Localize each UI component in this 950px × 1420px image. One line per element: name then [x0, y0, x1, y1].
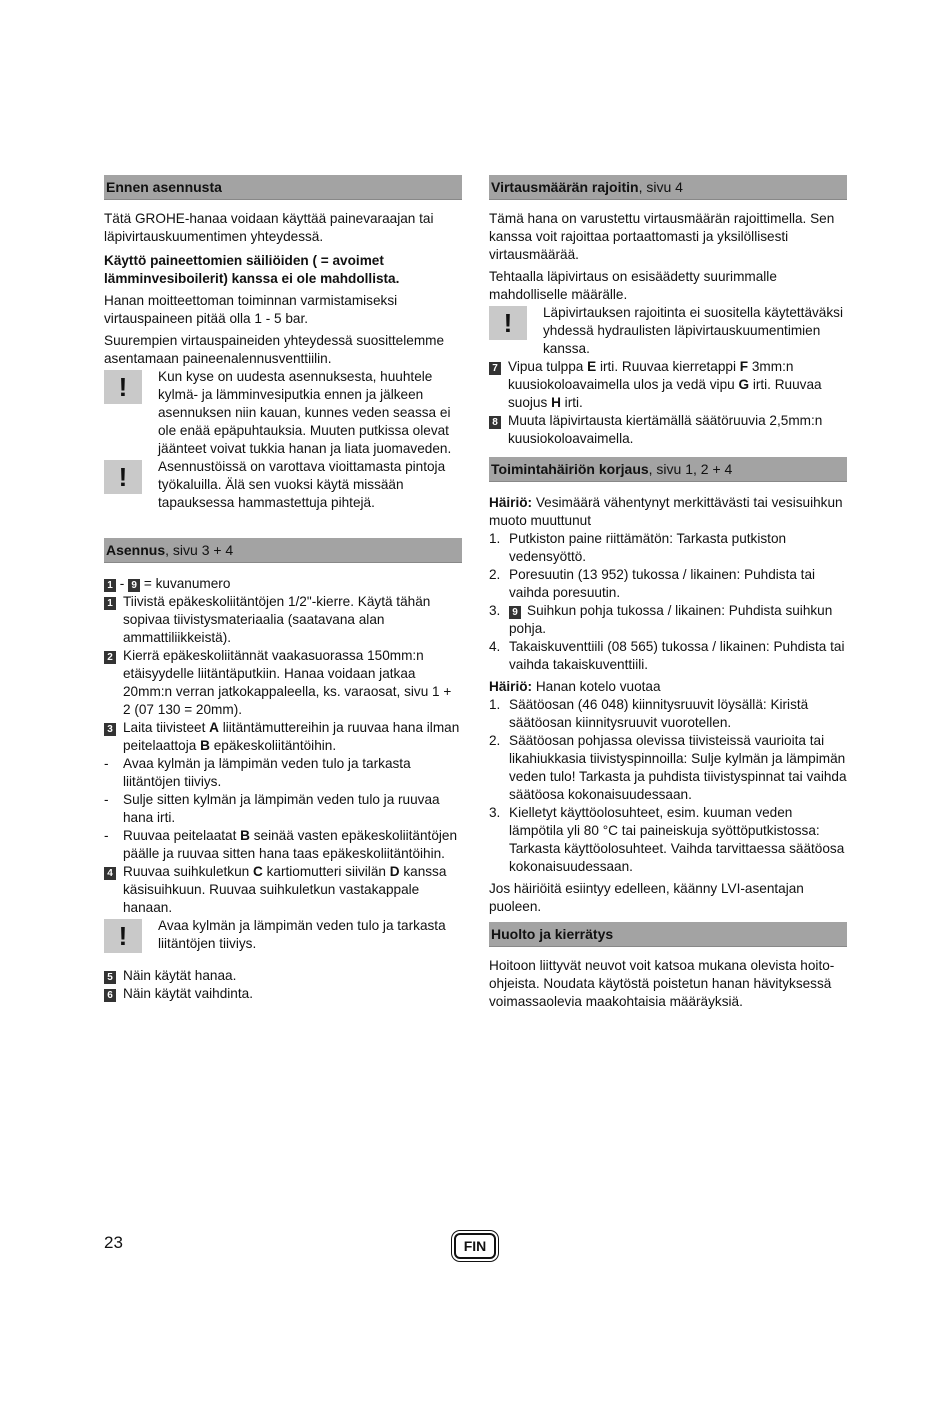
- dash-item-1: - Avaa kylmän ja lämpimän veden tulo ja tarkasta liitäntöjen tiiviys.: [104, 756, 411, 789]
- step-6: 6 Näin käytät vaihdinta.: [104, 985, 462, 1003]
- warning-text: Kun kyse on uudesta asennuksesta, huuhtele kylmä- ja lämminvesiputkia ennen ja jälkeen asennuksen niin kauan, kunnes veden seassa ei ole enää epäpuhtauksia. Muuten putkissa olevat jäänteet voivat tukkia hanan ja liata juomaveden.: [158, 369, 452, 456]
- fault-2-item-2: 2. Säätöosan pohjassa olevissa tiivisteissä vaurioita tai likahiukkasia tiivistyspinnoilla: Sulje kylmän ja lämpimän veden tulo! Tarkasta ja puhdista tiivistyspinnat tai vaihda säätöosa kokonaisuudessaan.: [489, 733, 847, 802]
- step-number-badge: 7: [489, 362, 501, 375]
- huolto-paragraph: Hoitoon liittyvät neuvot voit katsoa mukana olevista hoito-ohjeista. Noudata käytöstä poistetun hanan hävityksessä voimassaolevia maakohtaisia määräyksiä.: [489, 958, 835, 1009]
- exclamation-warning-icon: !: [104, 370, 142, 404]
- step-1: 1 Tiivistä epäkeskoliitäntöjen 1/2"-kierre. Käytä tähän sopivaa tiivistysmateriaalia (saatavana alan ammattiliikkeistä).: [104, 593, 462, 647]
- warning-block-leak-check: [104, 917, 462, 957]
- step-number-badge: 9: [509, 606, 521, 619]
- step-3: 3 Laita tiivisteet A liitäntämuttereihin ja ruuvaa hana ilman peitelaattoja B epäkeskoliitäntöihin.: [104, 719, 462, 755]
- exclamation-warning-icon: !: [104, 460, 142, 494]
- warning-block-flush: [104, 368, 462, 458]
- ennen-paragraph-1: Tätä GROHE-hanaa voidaan käyttää painevaraajan tai läpivirtauskuumentimen yhteydessä.: [104, 211, 434, 244]
- dash-item-2: - Sulje sitten kylmän ja lämpimän veden tulo ja ruuvaa hana irti.: [104, 792, 440, 825]
- step-number-badge: 1: [104, 597, 116, 610]
- section-header-toimintahairion-korjaus: Toimintahäiriön korjaus, sivu 1, 2 + 4: [489, 457, 847, 482]
- step-number-badge: 4: [104, 867, 116, 880]
- fault-footer-note: Jos häiriöitä esiintyy edelleen, käänny LVI-asentajan puoleen.: [489, 881, 804, 914]
- page-number: 23: [104, 1233, 123, 1252]
- ennen-paragraph-4: Suurempien virtauspaineiden yhteydessä suosittelemme asentamaan paineenalennusventtiilin.: [104, 333, 445, 366]
- section-header-ennen-asennusta: Ennen asennusta: [104, 175, 462, 200]
- language-badge: FIN: [454, 1233, 496, 1259]
- exclamation-warning-icon: !: [489, 306, 527, 340]
- step-number-badge: 8: [489, 416, 501, 429]
- warning-text: Läpivirtauksen rajoitinta ei suositella käytettäväksi yhdessä hydraulisten läpivirtauskuumentimien kanssa.: [543, 305, 843, 356]
- step-number-badge: 1: [104, 579, 116, 592]
- step-number-badge: 9: [128, 579, 140, 592]
- fault-1-heading: Häiriö: Vesimäärä vähentynyt merkittävästi tai vesisuihkun muoto muuttunut: [489, 495, 843, 528]
- step-number-badge: 3: [104, 723, 116, 736]
- dash-item-3: - Ruuvaa peitelaatat B seinää vasten epäkeskoliitäntöjen päälle ja ruuvaa sitten hana taas epäkeskoliitäntöihin.: [104, 828, 458, 861]
- left-column: [104, 175, 462, 1003]
- fault-2-item-3: 3. Kielletyt käyttöolosuhteet, esim. kuuman veden lämpötila yli 80 °C tai paineiskuja syöttöputkistossa: Tarkasta käyttöolosuhteet. Vaihda tarvittaessa säätöosa kokonaisuudessaan.: [489, 805, 845, 874]
- step-number-badge: 5: [104, 971, 116, 984]
- fault-1-item-1: 1. Putkiston paine riittämätön: Tarkasta putkiston vedensyöttö.: [489, 531, 787, 564]
- ennen-paragraph-2: Käyttö paineettomien säiliöiden ( = avoimet lämminvesiboilerit) kanssa ei ole mahdollista.: [104, 253, 400, 286]
- step-number-badge: 2: [104, 651, 116, 664]
- fault-1-item-3: 3. 9 Suihkun pohja tukossa / likainen: Puhdista suihkun pohja.: [489, 603, 833, 636]
- step-8: 8 Muuta läpivirtausta kiertämällä säätöruuvia 2,5mm:n kuusiokoloavaimella.: [489, 412, 847, 448]
- warning-text: Asennustöissä on varottava vioittamasta pintoja työkaluilla. Älä sen vuoksi käytä missään tapauksessa hammastettuja pihtejä.: [158, 459, 446, 510]
- section-header-huolto-ja-kierratys: Huolto ja kierrätys: [489, 922, 847, 947]
- step-number-badge: 6: [104, 989, 116, 1002]
- warning-text: Avaa kylmän ja lämpimän veden tulo ja tarkasta liitäntöjen tiiviys.: [158, 918, 446, 951]
- fault-1-item-2: 2. Poresuutin (13 952) tukossa / likainen: Puhdista tai vaihda poresuutin.: [489, 567, 816, 600]
- section-header-virtausmaaran-rajoitin: Virtausmäärän rajoitin, sivu 4: [489, 175, 847, 200]
- step-5: 5 Näin käytät hanaa.: [104, 967, 462, 985]
- fault-2-item-1: 1. Säätöosan (46 048) kiinnitysruuvit löysällä: Kiristä säätöosan kiinnitysruuvit vuorotellen.: [489, 697, 809, 730]
- ennen-paragraph-3: Hanan moitteettoman toiminnan varmistamiseksi virtauspaineen pitää olla 1 - 5 bar.: [104, 293, 398, 326]
- warning-block-hydraulic: [489, 304, 847, 358]
- step-2: 2 Kierrä epäkeskoliitännät vaakasuorassa 150mm:n etäisyydelle liitäntäputkiin. Hanaa voidaan jatkaa 20mm:n verran jatkokappaleella, ks. varaosat, sivu 1 + 2 (07 130 = 20mm).: [104, 647, 462, 719]
- virtaus-paragraph-1: Tämä hana on varustettu virtausmäärän rajoittimella. Sen kanssa voit rajoittaa portaattomasti ja yksilöllisesti virtausmäärää.: [489, 211, 835, 262]
- step-4: 4 Ruuvaa suihkuletkun C kartiomutteri siivilän D kanssa käsisuihkuun. Ruuvaa suihkuletkun vastakappale hanaan.: [104, 863, 462, 917]
- exclamation-warning-icon: !: [104, 919, 142, 953]
- figure-range-line: 1 - 9 = kuvanumero: [104, 575, 462, 593]
- section-header-asennus: Asennus, sivu 3 + 4: [104, 538, 462, 563]
- warning-block-tools: [104, 458, 462, 512]
- right-column: [489, 175, 847, 1011]
- step-7: 7 Vipua tulppa E irti. Ruuvaa kierretappi F 3mm:n kuusiokoloavaimella ulos ja vedä vipu G irti. Ruuvaa suojus H irti.: [489, 358, 847, 412]
- fault-2-heading: Häiriö: Hanan kotelo vuotaa: [489, 679, 661, 694]
- fault-1-item-4: 4. Takaiskuventtiili (08 565) tukossa / likainen: Puhdista tai vaihda takaiskuventtiili.: [489, 639, 845, 672]
- virtaus-paragraph-2: Tehtaalla läpivirtaus on esisäädetty suurimmalle mahdolliselle määrälle.: [489, 269, 777, 302]
